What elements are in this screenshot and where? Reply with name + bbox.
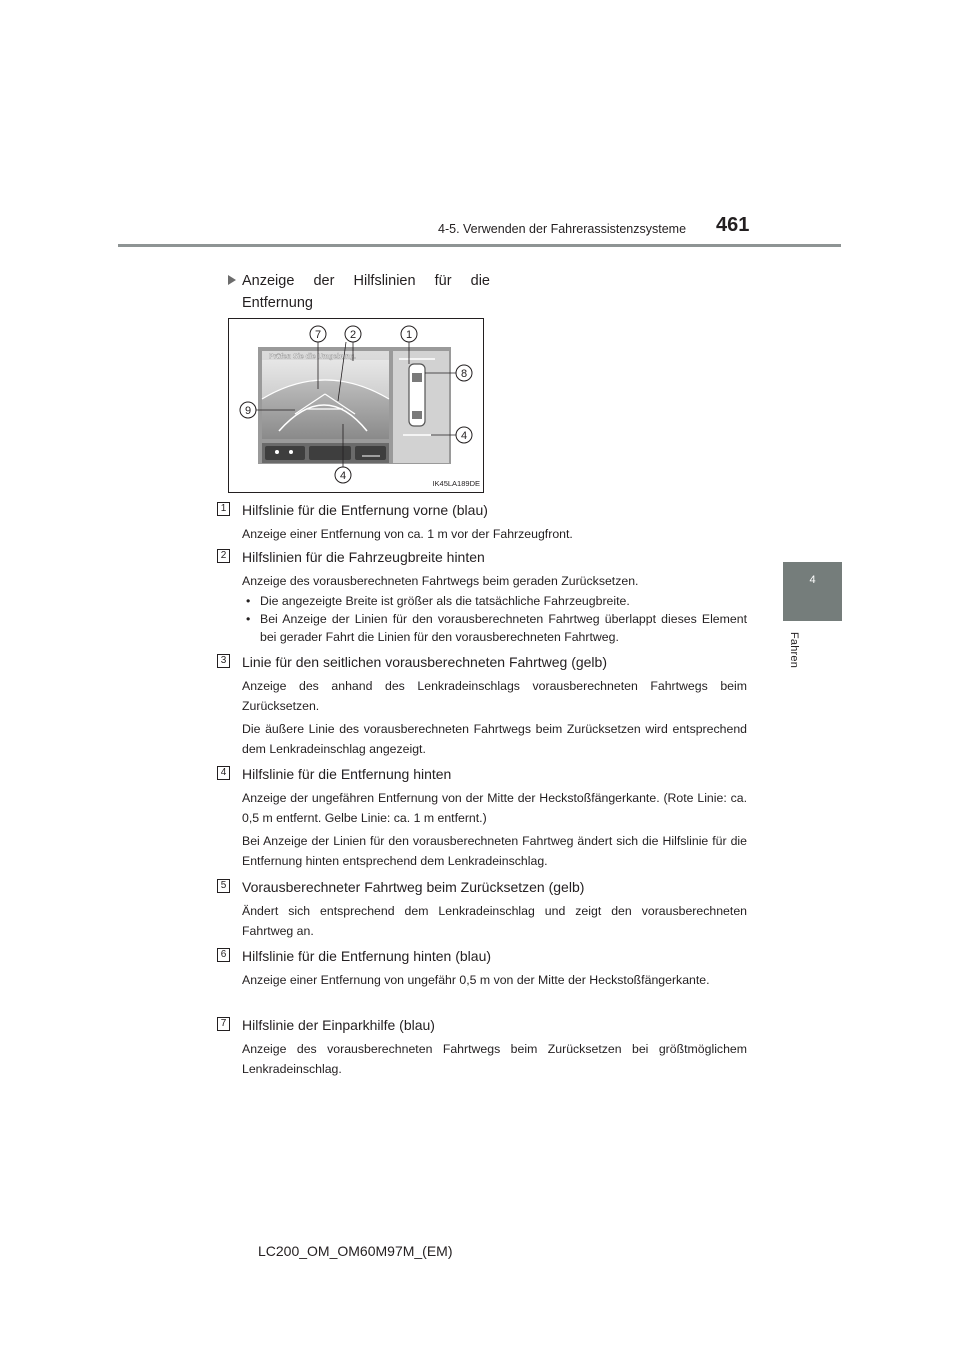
callout-8: 8	[460, 368, 468, 380]
item-description: Anzeige einer Entfernung von ungefähr 0,5 m von der Mitte der Heckstoßfängerkante.	[242, 973, 710, 987]
callout-4-right: 4	[460, 430, 468, 442]
item-description: Anzeige des anhand des Lenkradeinschlags vorausberechneten Fahrtwegs beim Zurücksetzen.	[242, 679, 747, 713]
header-divider	[118, 244, 841, 247]
callout-1: 1	[405, 329, 413, 341]
page-number: 461	[716, 214, 750, 236]
item-description: Ändert sich entsprechend dem Lenkradeinschlag und zeigt den vorausberechneten Fahrtweg an.	[242, 904, 747, 938]
list-item: • Bei Anzeige der Linien für den vorausberechneten Fahrtweg überlappt dieses Element bei gerader Fahrt die Linien für den vorausberechneten Fahrtweg.	[242, 610, 747, 646]
legend-item-2	[217, 548, 747, 646]
legend-item-5	[217, 878, 747, 941]
screen-message: Prüfen Sie die Umgebung.	[269, 353, 357, 361]
item-number-badge: 3	[217, 654, 230, 668]
callout-9: 9	[244, 405, 252, 417]
legend-item-3	[217, 653, 747, 759]
item-description: Bei Anzeige der Linien für den vorausberechneten Fahrtweg ändert sich die Hilfslinie für die Entfernung hinten entsprechend dem Lenkradeinschlag.	[242, 834, 747, 868]
item-title: Hilfslinie für die Entfernung hinten	[242, 766, 452, 782]
callout-2: 2	[349, 329, 357, 341]
camera-display-illustration	[229, 319, 485, 494]
item-title: Linie für den seitlichen vorausberechneten Fahrtweg (gelb)	[242, 654, 607, 670]
item-title: Hilfslinie für die Entfernung vorne (blau)	[242, 502, 488, 518]
list-item: • Die angezeigte Breite ist größer als die tatsächliche Fahrzeugbreite.	[242, 592, 747, 610]
footer-document-code: LC200_OM_OM60M97M_(EM)	[258, 1243, 453, 1259]
item-title: Hilfslinien für die Fahrzeugbreite hinten	[242, 549, 485, 565]
item-number-badge: 5	[217, 879, 230, 893]
camera-display-figure	[228, 318, 484, 493]
item-number-badge: 4	[217, 766, 230, 780]
legend-item-6	[217, 947, 747, 990]
item-number-badge: 2	[217, 549, 230, 563]
item-number-badge: 1	[217, 502, 230, 516]
callout-7: 7	[314, 329, 322, 341]
header-section-title: 4-5. Verwenden der Fahrerassistenzsysteme	[438, 222, 687, 236]
item-bullet-list	[242, 592, 747, 646]
item-description: Anzeige des vorausberechneten Fahrtwegs beim Zurücksetzen bei größtmöglichem Lenkradeinschlag.	[242, 1042, 747, 1076]
callout-4-bottom: 4	[339, 470, 347, 482]
chapter-tab-label: Fahren	[788, 632, 800, 669]
item-number-badge: 6	[217, 948, 230, 962]
triangle-bullet-icon	[228, 275, 236, 285]
item-description: Die äußere Linie des vorausberechneten Fahrtwegs beim Zurücksetzen wird entsprechend dem Lenkradeinschlag angezeigt.	[242, 722, 747, 756]
legend-item-7	[217, 1016, 747, 1079]
legend-item-1	[217, 501, 747, 544]
section-heading	[228, 270, 490, 314]
section-heading-text: Anzeige der Hilfslinien für die Entfernung	[242, 273, 490, 311]
item-title: Hilfslinie für die Entfernung hinten (blau)	[242, 948, 492, 964]
figure-code: IK45LA189DE	[432, 479, 480, 488]
item-title: Hilfslinie der Einparkhilfe (blau)	[242, 1017, 435, 1033]
chapter-tab-number: 4	[809, 574, 816, 586]
chapter-tab	[783, 562, 842, 621]
item-description: Anzeige des vorausberechneten Fahrtwegs beim geraden Zurücksetzen.	[242, 574, 639, 588]
item-description: Anzeige der ungefähren Entfernung von der Mitte der Heckstoßfängerkante. (Rote Linie: ca. 0,5 m entfernt. Gelbe Linie: ca. 1 m entfernt.)	[242, 791, 747, 825]
legend-item-4	[217, 765, 747, 871]
item-number-badge: 7	[217, 1017, 230, 1031]
item-title: Vorausberechneter Fahrtweg beim Zurücksetzen (gelb)	[242, 879, 585, 895]
item-description: Anzeige einer Entfernung von ca. 1 m vor der Fahrzeugfront.	[242, 527, 573, 541]
